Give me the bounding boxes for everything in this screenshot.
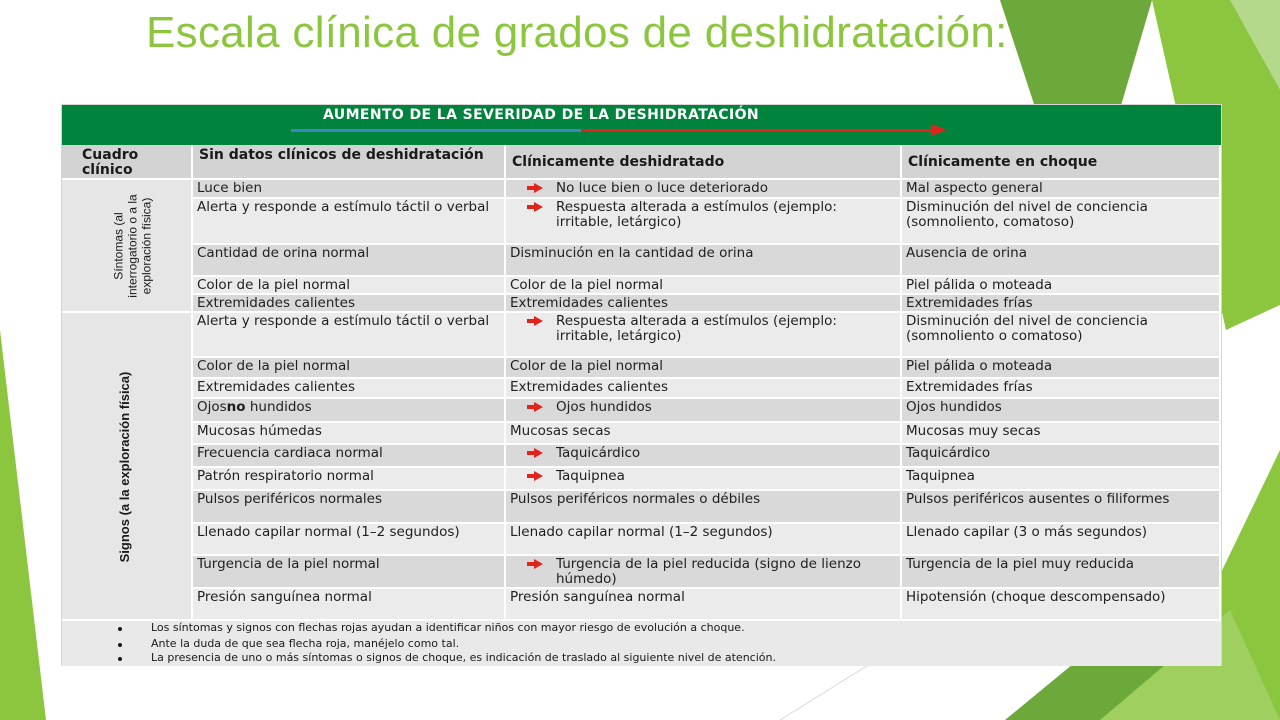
row-16-c2 bbox=[506, 589, 902, 621]
row-15-c1 bbox=[193, 556, 506, 589]
header-choque: Clínicamente en choque bbox=[902, 145, 1221, 180]
row-14-c1 bbox=[193, 524, 506, 556]
row-5-c1 bbox=[193, 295, 506, 313]
header-sin-datos: Sin datos clínicos de deshidratación bbox=[193, 145, 506, 180]
row-10-c2 bbox=[506, 423, 902, 445]
cell-text: Mucosas secas bbox=[510, 423, 611, 439]
left-green-shape bbox=[0, 330, 46, 720]
row-9-c2 bbox=[506, 399, 902, 423]
cell-text: Extremidades calientes bbox=[510, 379, 669, 395]
slide-title: Escala clínica de grados de deshidratación: bbox=[146, 8, 1008, 57]
severity-arrow-icon bbox=[931, 124, 947, 136]
cell-text: Ojos hundidos bbox=[556, 399, 652, 415]
row-1-c1 bbox=[193, 180, 506, 199]
row-6-c3 bbox=[902, 313, 1221, 358]
cell-text: Extremidades calientes bbox=[197, 379, 356, 395]
note-2: Ante la duda de que sea flecha roja, manéjelo como tal. bbox=[151, 637, 460, 650]
cell-text: Pulsos periféricos normales o débiles bbox=[510, 491, 761, 507]
row-8-c2 bbox=[506, 379, 902, 399]
banner-title: AUMENTO DE LA SEVERIDAD DE LA DESHIDRATACIÓN bbox=[323, 107, 760, 123]
cell-text: Turgencia de la piel reducida (signo de lienzo húmedo) bbox=[556, 556, 861, 587]
row-5-c3 bbox=[902, 295, 1221, 313]
row-10-c3 bbox=[902, 423, 1221, 445]
cell-text: Taquipnea bbox=[906, 468, 975, 484]
row-8-c3 bbox=[902, 379, 1221, 399]
header-deshidratado: Clínicamente deshidratado bbox=[506, 145, 902, 180]
cell-text: Color de la piel normal bbox=[510, 358, 663, 374]
cell-text: Turgencia de la piel muy reducida bbox=[906, 556, 1135, 572]
cell-text: Respuesta alterada a estímulos (ejemplo: irritable, letárgico) bbox=[556, 313, 837, 344]
cell-text: Respuesta alterada a estímulos (ejemplo: irritable, letárgico) bbox=[556, 199, 837, 230]
cell-text: Ojos hundidos bbox=[906, 399, 1002, 415]
group-sintomas-label: Síntomas (al interrogatorio o a la exploración física) bbox=[111, 194, 154, 298]
cell-text: Presión sanguínea normal bbox=[197, 589, 372, 605]
row-4-c2 bbox=[506, 277, 902, 295]
row-2-c3 bbox=[902, 199, 1221, 245]
row-3-c2 bbox=[506, 245, 902, 277]
cell-text: Color de la piel normal bbox=[510, 277, 663, 293]
row-15-c3 bbox=[902, 556, 1221, 589]
cell-text: Frecuencia cardiaca normal bbox=[197, 445, 383, 461]
red-arrow-icon bbox=[534, 402, 543, 412]
row-7-c2 bbox=[506, 358, 902, 379]
emphasis-no: no bbox=[226, 399, 246, 415]
cell-text: Extremidades frías bbox=[906, 295, 1033, 311]
row-7-c1 bbox=[193, 358, 506, 379]
cell-text: Extremidades calientes bbox=[510, 295, 669, 311]
row-12-c3 bbox=[902, 468, 1221, 491]
group-signos bbox=[62, 313, 193, 621]
cell-text: Mucosas húmedas bbox=[197, 423, 322, 439]
red-arrow-icon bbox=[534, 316, 543, 326]
note-bullet bbox=[118, 643, 122, 647]
cell-text: Cantidad de orina normal bbox=[197, 245, 370, 261]
row-4-c3 bbox=[902, 277, 1221, 295]
cell-text: Llenado capilar (3 o más segundos) bbox=[906, 524, 1148, 540]
red-arrow-icon bbox=[534, 471, 543, 481]
cell-text: Extremidades frías bbox=[906, 379, 1033, 395]
row-14-c2 bbox=[506, 524, 902, 556]
cell-text: Hipotensión (choque descompensado) bbox=[906, 589, 1166, 605]
header-cuadro-clinico: Cuadro clínico bbox=[62, 145, 193, 180]
cell-text: hundidos bbox=[245, 399, 312, 415]
cell-text: Luce bien bbox=[197, 180, 263, 196]
cell-text: Mucosas muy secas bbox=[906, 423, 1041, 439]
severity-banner bbox=[62, 105, 1221, 145]
row-10-c1 bbox=[193, 423, 506, 445]
group-sintomas bbox=[62, 180, 193, 313]
row-13-c3 bbox=[902, 491, 1221, 524]
note-1: Los síntomas y signos con flechas rojas ayudan a identificar niños con mayor riesgo de evolución a choque. bbox=[151, 621, 745, 634]
row-4-c1 bbox=[193, 277, 506, 295]
cell-text: Alerta y responde a estímulo táctil o verbal bbox=[197, 199, 490, 215]
cell-text: Turgencia de la piel normal bbox=[197, 556, 380, 572]
row-9-c3 bbox=[902, 399, 1221, 423]
cell-text: Color de la piel normal bbox=[197, 358, 350, 374]
row-2-c1 bbox=[193, 199, 506, 245]
row-14-c3 bbox=[902, 524, 1221, 556]
cell-text: Taquicárdico bbox=[906, 445, 991, 461]
row-12-c1 bbox=[193, 468, 506, 491]
row-11-c1 bbox=[193, 445, 506, 468]
row-6-c2 bbox=[506, 313, 902, 358]
cell-text: Piel pálida o moteada bbox=[906, 277, 1053, 293]
row-13-c1 bbox=[193, 491, 506, 524]
cell-text: Presión sanguínea normal bbox=[510, 589, 685, 605]
note-3: La presencia de uno o más síntomas o signos de choque, es indicación de traslado al siguiente nivel de atención. bbox=[151, 651, 776, 664]
cell-text: No luce bien o luce deteriorado bbox=[556, 180, 769, 196]
group-signos-label: Signos (a la exploración física) bbox=[117, 371, 132, 563]
cell-text: Alerta y responde a estímulo táctil o verbal bbox=[197, 313, 490, 329]
note-bullet bbox=[118, 627, 122, 631]
cell-text: Disminución del nivel de conciencia (somnoliento o comatoso) bbox=[906, 313, 1148, 344]
row-11-c2 bbox=[506, 445, 902, 468]
cell-text: Mal aspecto general bbox=[906, 180, 1043, 196]
severity-bar-blue bbox=[291, 129, 581, 132]
row-13-c2 bbox=[506, 491, 902, 524]
row-5-c2 bbox=[506, 295, 902, 313]
row-11-c3 bbox=[902, 445, 1221, 468]
row-6-c1 bbox=[193, 313, 506, 358]
cell-text: Taquicárdico bbox=[556, 445, 641, 461]
cell-text: Llenado capilar normal (1–2 segundos) bbox=[197, 524, 460, 540]
row-1-c3 bbox=[902, 180, 1221, 199]
red-arrow-icon bbox=[534, 202, 543, 212]
cell-text: Ausencia de orina bbox=[906, 245, 1027, 261]
red-arrow-icon bbox=[534, 559, 543, 569]
row-16-c3 bbox=[902, 589, 1221, 621]
cell-text: Pulsos periféricos ausentes o filiformes bbox=[906, 491, 1170, 507]
row-9-c1 bbox=[193, 399, 506, 423]
cell-text: Color de la piel normal bbox=[197, 277, 350, 293]
dehydration-scale-table bbox=[61, 104, 1222, 666]
row-16-c1 bbox=[193, 589, 506, 621]
cell-text: Taquipnea bbox=[556, 468, 625, 484]
cell-text: Pulsos periféricos normales bbox=[197, 491, 383, 507]
note-bullet bbox=[118, 657, 122, 661]
cell-text: Llenado capilar normal (1–2 segundos) bbox=[510, 524, 773, 540]
cell-text: Piel pálida o moteada bbox=[906, 358, 1053, 374]
cell-text: Extremidades calientes bbox=[197, 295, 356, 311]
row-1-c2 bbox=[506, 180, 902, 199]
row-15-c2 bbox=[506, 556, 902, 589]
table-notes bbox=[62, 621, 1221, 666]
cell-text: Disminución en la cantidad de orina bbox=[510, 245, 754, 261]
severity-bar-red bbox=[581, 129, 933, 132]
cell-text: Patrón respiratorio normal bbox=[197, 468, 374, 484]
cell-text: Disminución del nivel de conciencia (somnoliento, comatoso) bbox=[906, 199, 1148, 230]
row-12-c2 bbox=[506, 468, 902, 491]
row-8-c1 bbox=[193, 379, 506, 399]
red-arrow-icon bbox=[534, 448, 543, 458]
cell-text: Ojos bbox=[197, 399, 227, 415]
row-3-c3 bbox=[902, 245, 1221, 277]
row-3-c1 bbox=[193, 245, 506, 277]
row-2-c2 bbox=[506, 199, 902, 245]
row-7-c3 bbox=[902, 358, 1221, 379]
red-arrow-icon bbox=[534, 183, 543, 193]
